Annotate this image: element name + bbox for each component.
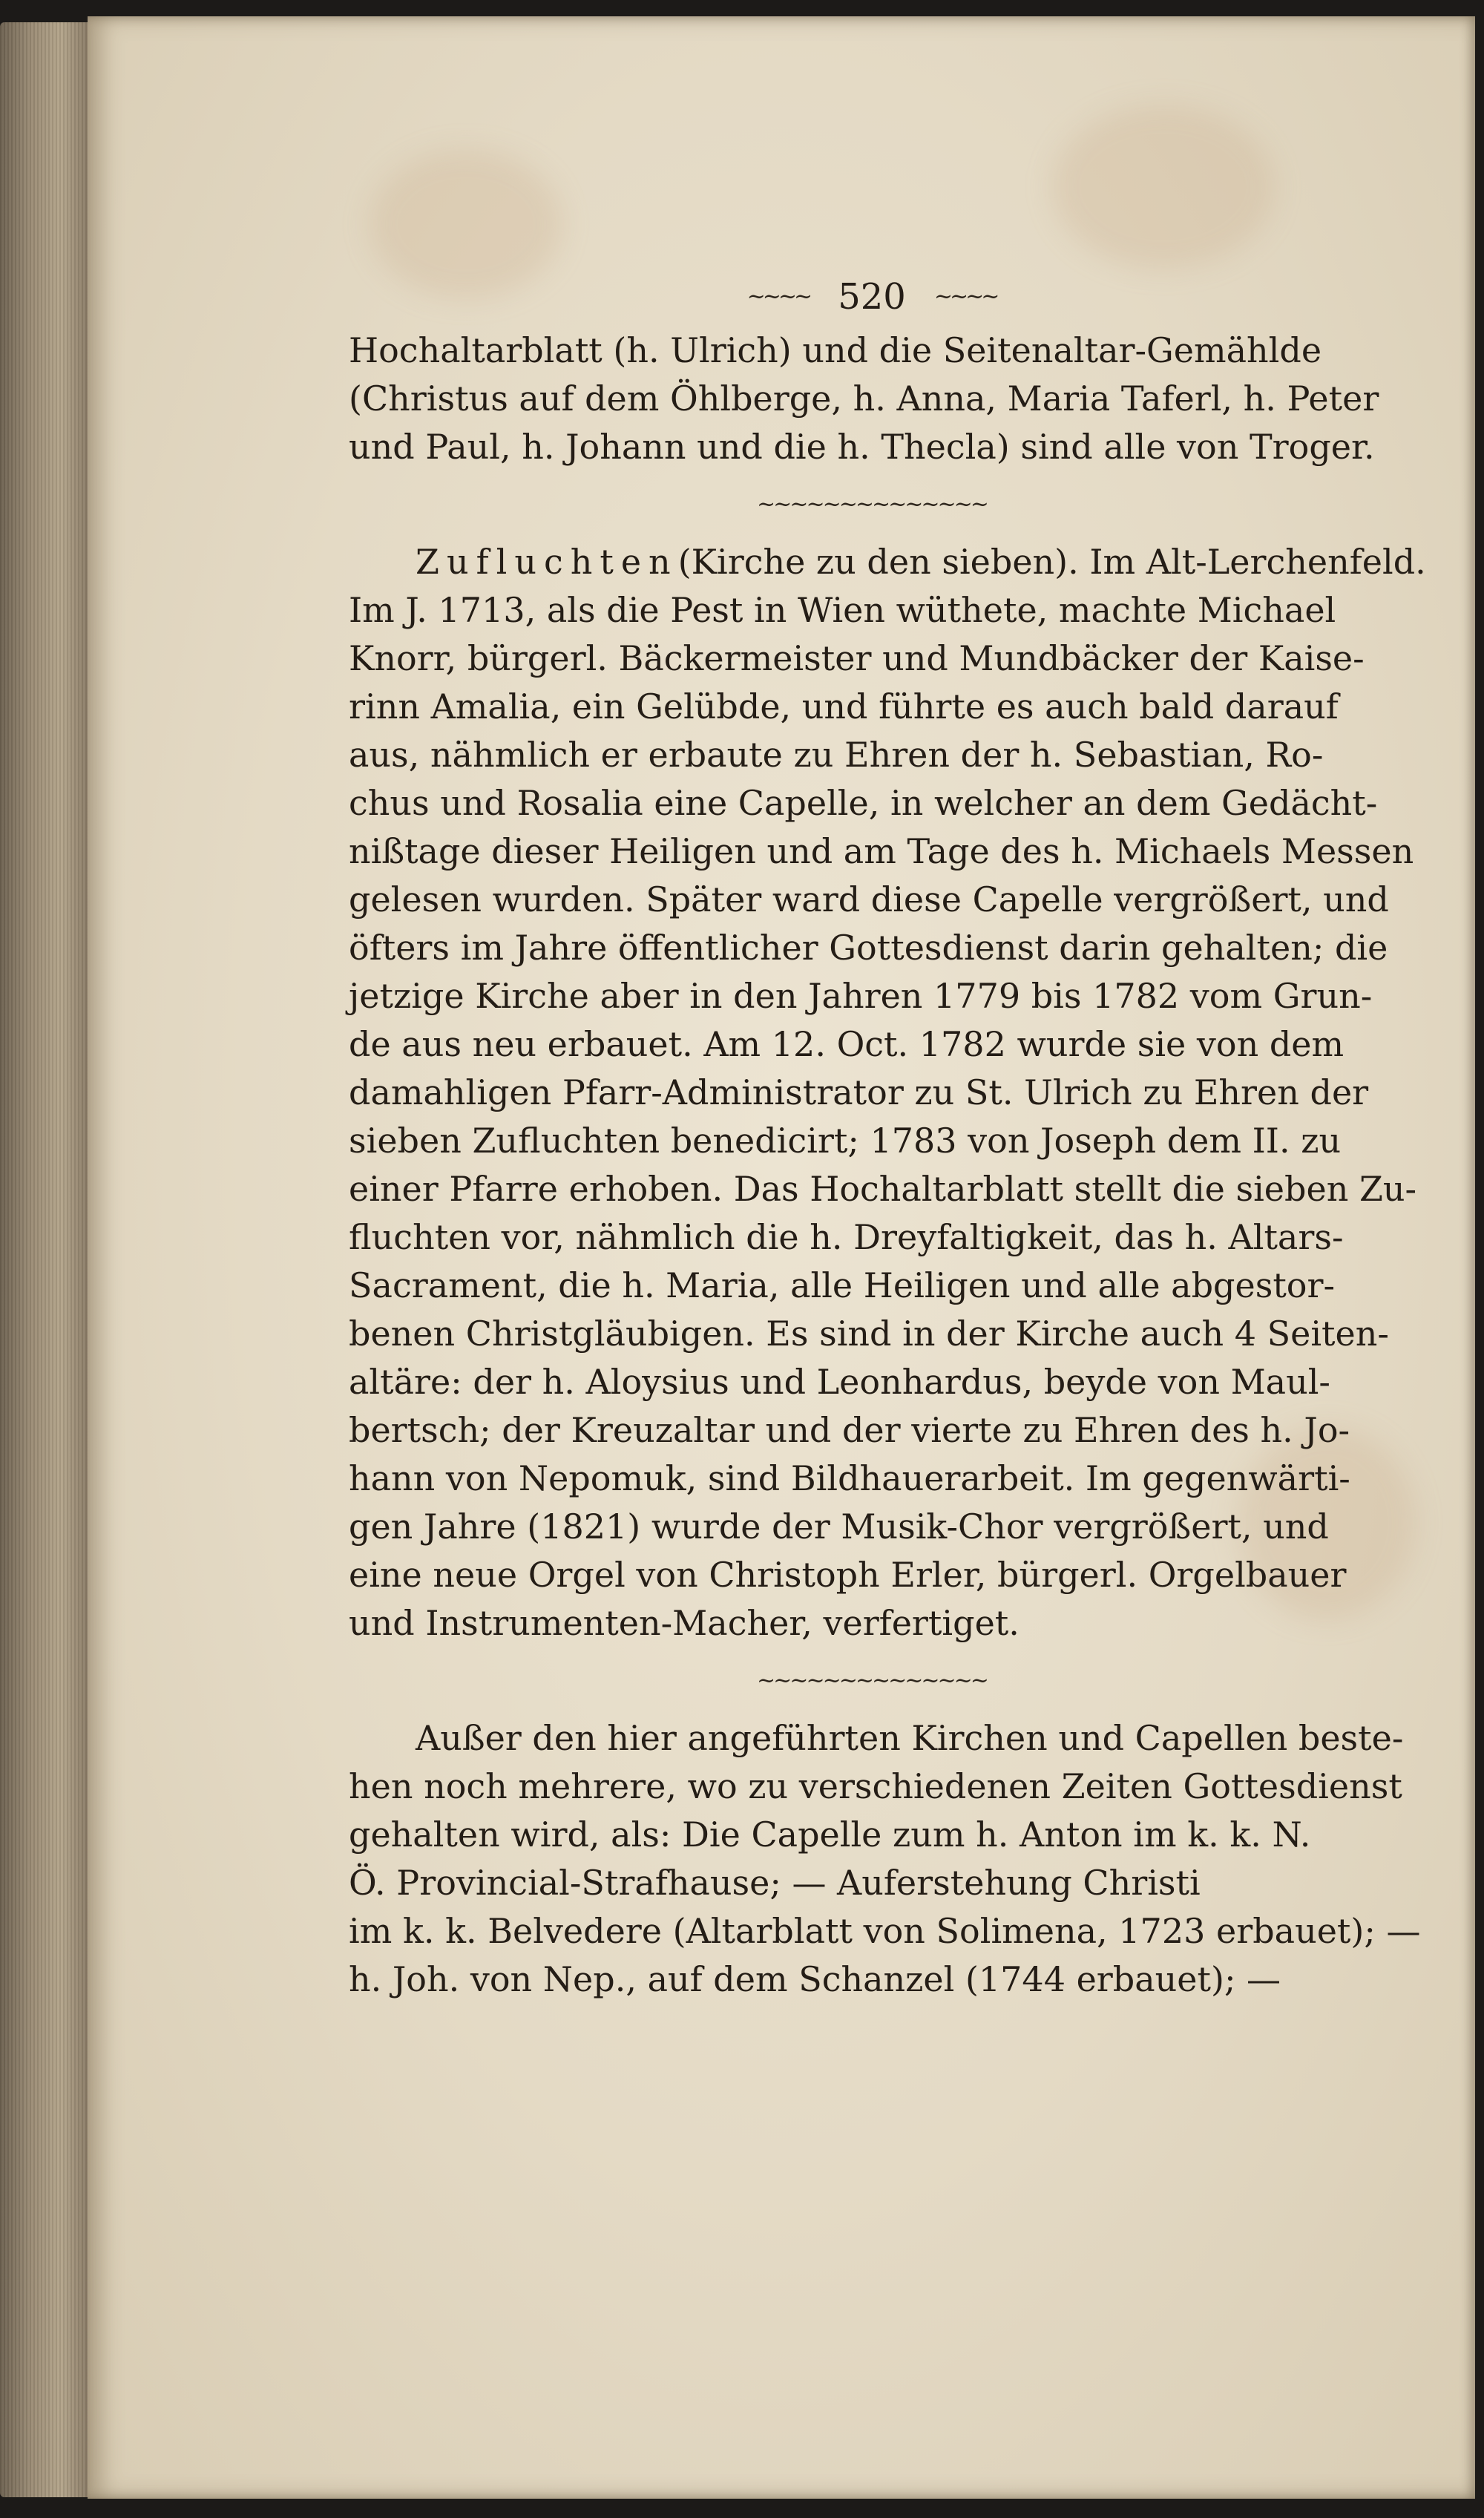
text-line: öfters im Jahre öffentlicher Gottesdienst darin gehalten; die xyxy=(349,928,1388,968)
page-text xyxy=(349,267,1426,2004)
text-line: damahligen Pfarr-Administrator zu St. Ulrich zu Ehren der xyxy=(349,1072,1369,1112)
text-line: Außer den hier angeführten Kirchen und Capellen beste- xyxy=(416,1718,1404,1758)
text-line: altäre: der h. Aloysius und Leonhardus, beyde von Maul- xyxy=(349,1362,1330,1402)
text-line: Hochaltarblatt (h. Ulrich) und die Seitenaltar-Gemählde xyxy=(349,330,1322,370)
text-line: und Paul, h. Johann und die h. Thecla) sind alle von Troger. xyxy=(349,427,1375,467)
book-page-edges xyxy=(0,22,88,2497)
text-line: eine neue Orgel von Christoph Erler, bürgerl. Orgelbauer xyxy=(349,1555,1347,1595)
text-line: chus und Rosalia eine Capelle, in welcher an dem Gedächt- xyxy=(349,783,1378,823)
text-line: h. Joh. von Nep., auf dem Schanzel (1744 erbauet); — xyxy=(349,1959,1281,1999)
text-line: im k. k. Belvedere (Altarblatt von Solimena, 1723 erbauet); — xyxy=(349,1911,1421,1951)
text-line: benen Christgläubigen. Es sind in der Kirche auch 4 Seiten- xyxy=(349,1314,1389,1354)
text-line: Ö. Provincial-Strafhause; — Auferstehung Christi xyxy=(349,1863,1201,1903)
text-line: nißtage dieser Heiligen und am Tage des h. Michaels Messen xyxy=(349,831,1414,871)
section-divider: ~~~~~~~~~~~~~~ xyxy=(757,1668,987,1694)
paragraph-other-chapels xyxy=(349,1714,1421,2004)
text-line: jetzige Kirche aber in den Jahren 1779 bis 1782 vom Grun- xyxy=(349,976,1373,1016)
page-header xyxy=(349,267,1395,327)
text-line: de aus neu erbauet. Am 12. Oct. 1782 wurde sie von dem xyxy=(349,1024,1345,1064)
text-line: fluchten vor, nähmlich die h. Dreyfaltigkeit, das h. Altars- xyxy=(349,1217,1344,1257)
text-line: sieben Zufluchten benedicirt; 1783 von Joseph dem II. zu xyxy=(349,1121,1342,1161)
text-line: gelesen wurden. Später ward diese Capelle vergrößert, und xyxy=(349,879,1389,919)
section-divider: ~~~~~~~~~~~~~~ xyxy=(757,491,987,517)
text-line: einer Pfarre erhoben. Das Hochaltarblatt stellt die sieben Zu- xyxy=(349,1169,1417,1209)
paragraph-zufluchten xyxy=(349,538,1426,1647)
header-ornament-left: ~~~~ xyxy=(746,283,810,309)
text-line: Knorr, bürgerl. Bäckermeister und Mundbäcker der Kaise- xyxy=(349,638,1365,678)
text-line: hann von Nepomuk, sind Bildhauerarbeit. Im gegenwärti- xyxy=(349,1458,1350,1498)
text-line: aus, nähmlich er erbaute zu Ehren der h. Sebastian, Ro- xyxy=(349,735,1324,775)
entry-title-rest: (Kirche zu den sieben). Im Alt-Lerchenfeld. xyxy=(677,542,1426,582)
text-line: rinn Amalia, ein Gelübde, und führte es auch bald darauf xyxy=(349,686,1339,727)
text-line: und Instrumenten-Macher, verfertiget. xyxy=(349,1603,1020,1643)
text-line: Im J. 1713, als die Pest in Wien wüthete, machte Michael xyxy=(349,590,1336,630)
entry-title: Zufluchten xyxy=(416,542,678,582)
paragraph-ulrich-altars xyxy=(349,327,1395,471)
text-line: gehalten wird, als: Die Capelle zum h. Anton im k. k. N. xyxy=(349,1814,1311,1855)
text-line: Sacrament, die h. Maria, alle Heiligen und alle abgestor- xyxy=(349,1265,1336,1305)
text-line: gen Jahre (1821) wurde der Musik-Chor vergrößert, und xyxy=(349,1506,1329,1547)
text-line: hen noch mehrere, wo zu verschiedenen Zeiten Gottesdienst xyxy=(349,1766,1402,1806)
header-ornament-right: ~~~~ xyxy=(933,283,997,309)
text-line xyxy=(349,538,1426,586)
page-number: 520 xyxy=(838,276,906,318)
paper-stain xyxy=(1052,105,1275,269)
text-line: bertsch; der Kreuzaltar und der vierte zu Ehren des h. Jo- xyxy=(349,1410,1350,1450)
text-line: (Christus auf dem Öhlberge, h. Anna, Maria Taferl, h. Peter xyxy=(349,378,1379,419)
